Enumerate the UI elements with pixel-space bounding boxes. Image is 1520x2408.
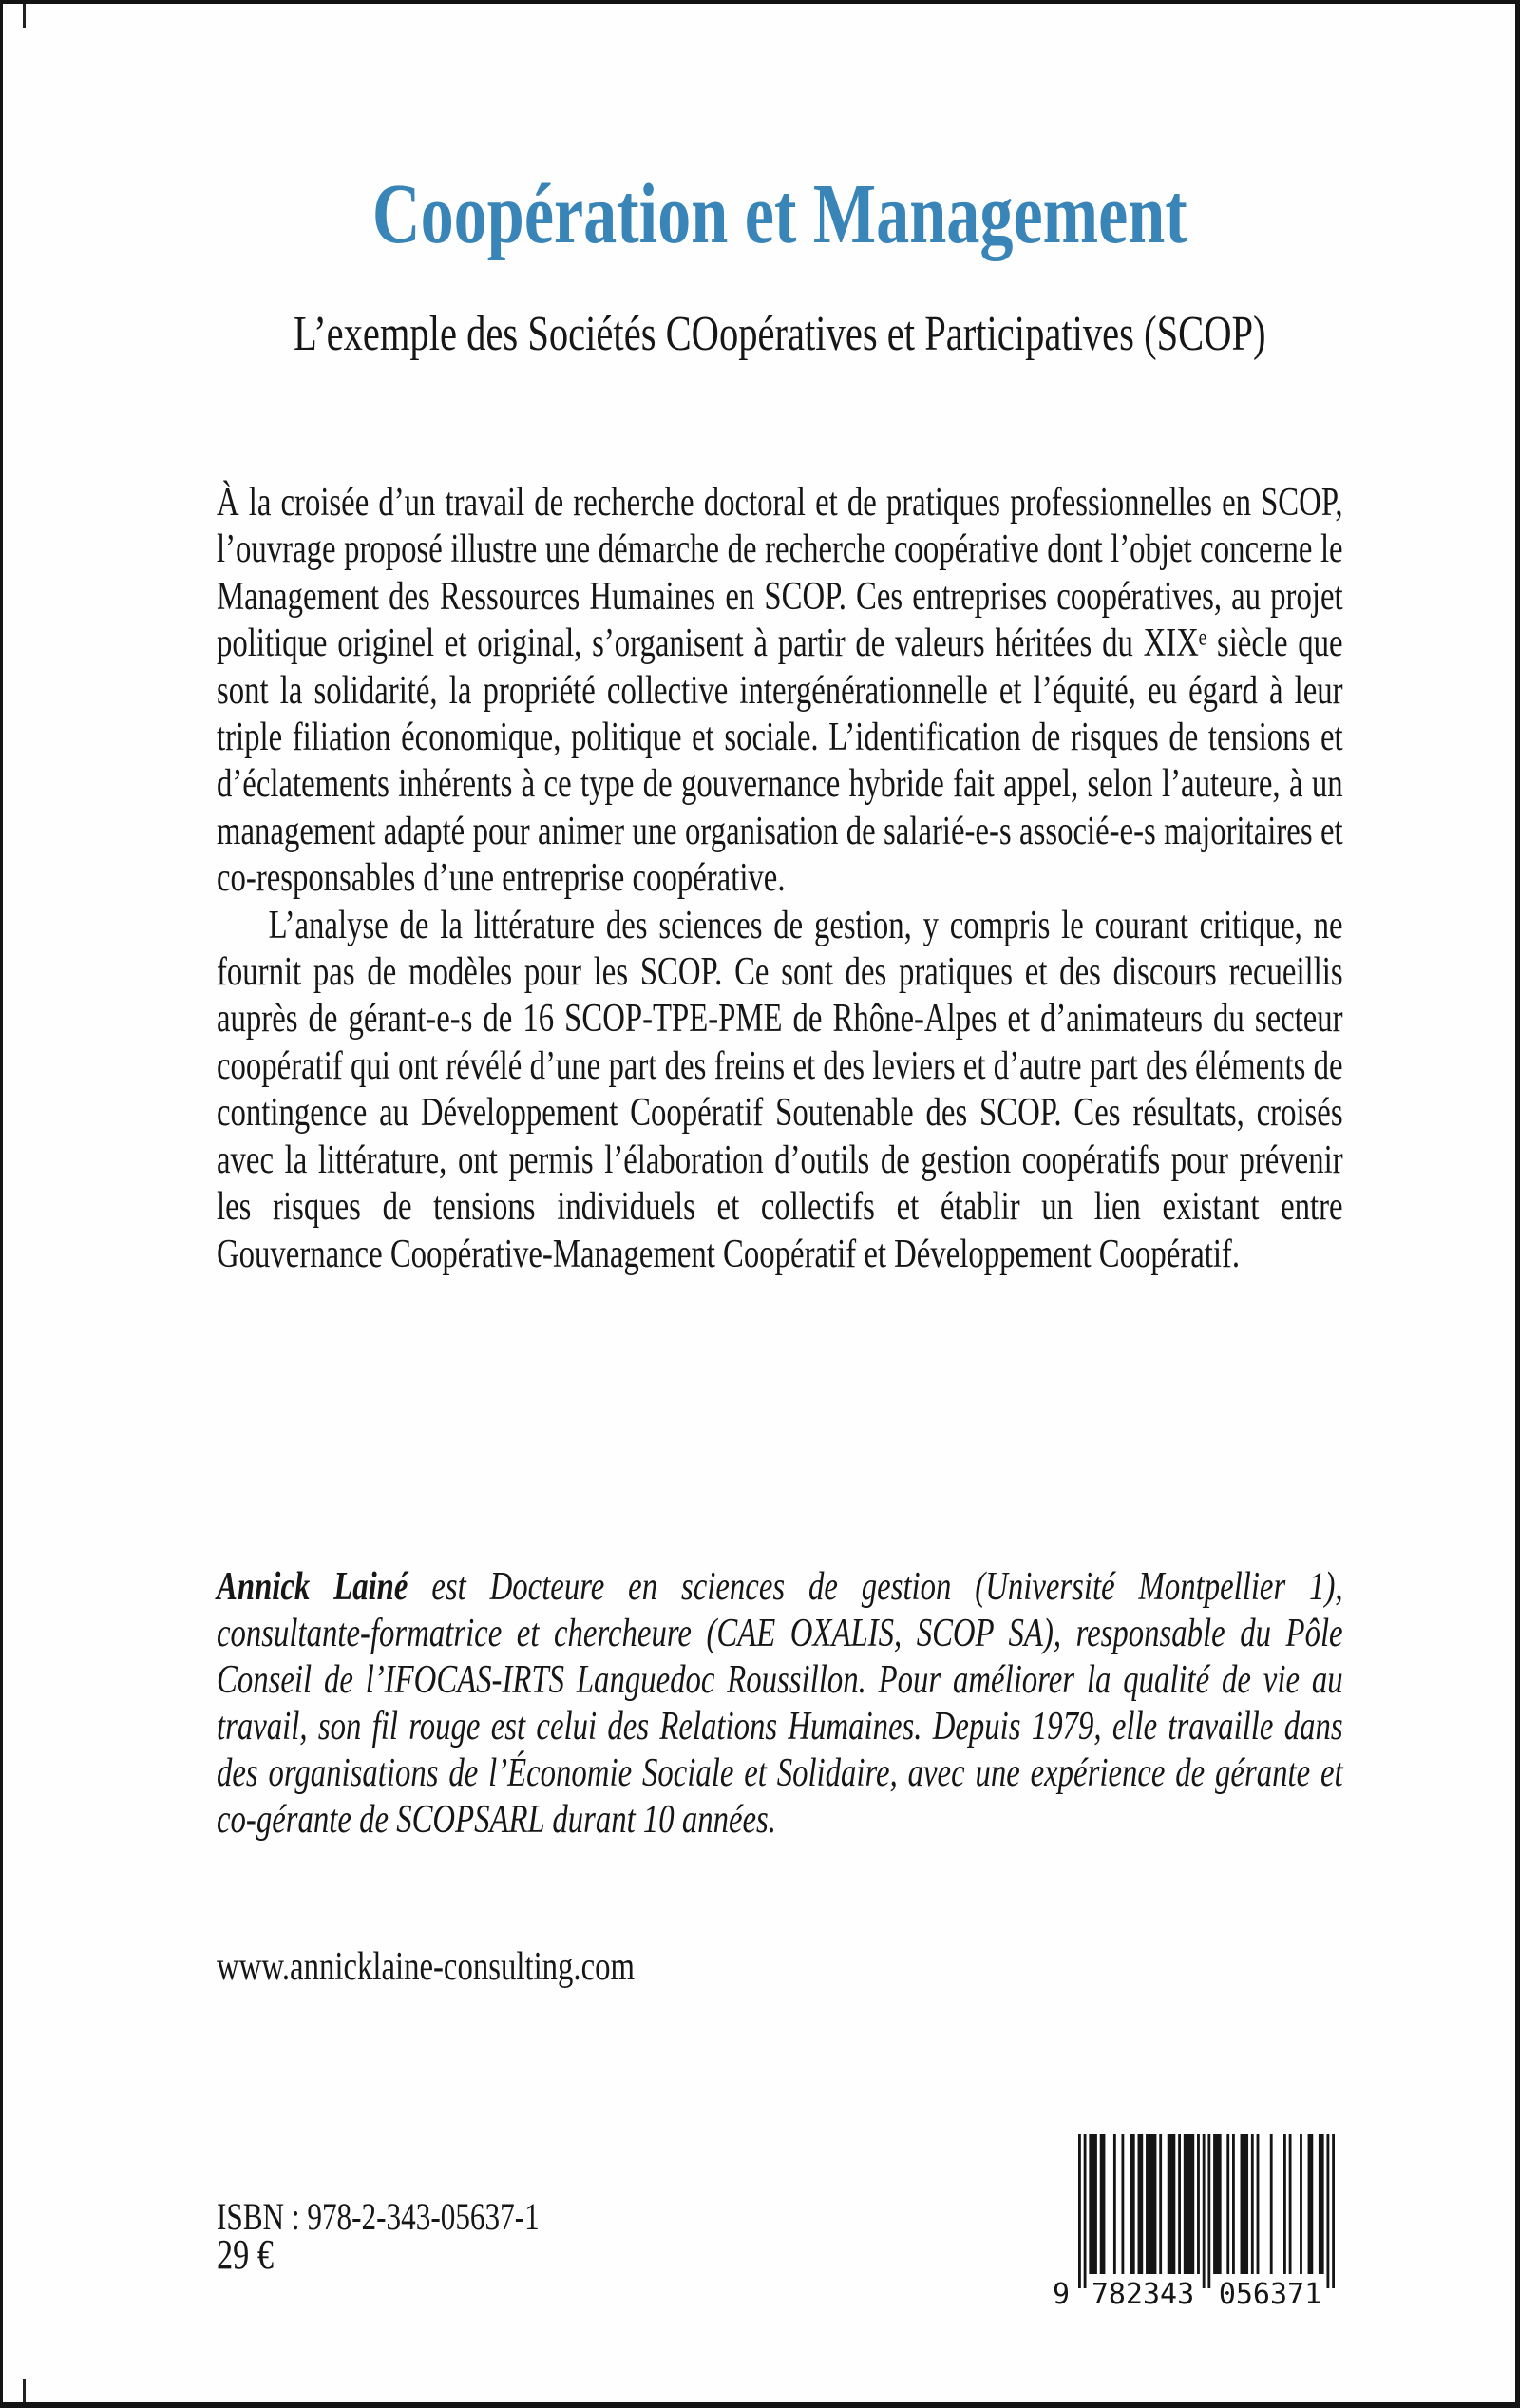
barcode-bars (1048, 2134, 1335, 2305)
summary-paragraph: L’analyse de la littérature des sciences de gestion, y compris le courant critique, ne fournit pas de modèles pour les SCOP. Ce sont des pratiques et des discours recueillis auprès de gérant-e-s de 16 SCOP-TPE-PME de Rhône-Alpes et d’animateurs du secteur coopératif qui ont révélé d’une part des freins et des leviers et d’autre part des éléments de contingence au Développement Coopératif Soutenable des SCOP. Ces résultats, croisés avec la littérature, ont permis l’élaboration d’outils de gestion coopératifs pour prévenir les risques de tensions individuels et collectifs et établir un lien existant entre Gouvernance Coopérative-Management Coopératif et Développement Coopératif. (217, 903, 1343, 1276)
svg-text:056371: 056371 (1218, 2278, 1322, 2305)
cover-text-block (217, 4, 1343, 2402)
author-bio-text: est Docteure en sciences de gestion (Université Montpellier 1), consultante-formatrice et chercheure (CAE OXALIS, SCOP SA), responsable du Pôle Conseil de l’IFOCAS-IRTS Languedoc Roussillon. Pour améliorer la qualité de vie au travail, son fil rouge est celui des Relations Humaines. Depuis 1979, elle travaille dans des organisations de l’Économie Sociale et Solidaire, avec une expérience de gérante et co-gérante de SCOPSARL durant 10 années. (217, 1565, 1343, 1842)
book-title: Coopération et Management (371, 167, 1188, 261)
registration-mark-bottom (23, 2379, 26, 2402)
price-text: 29 € (217, 2231, 275, 2278)
author-name: Annick Lainé (217, 1565, 408, 1609)
registration-mark-top (23, 4, 26, 28)
svg-text:9: 9 (1052, 2278, 1071, 2305)
ean13-barcode (1048, 2134, 1335, 2305)
back-cover-summary (217, 480, 1343, 1278)
svg-text:782343: 782343 (1091, 2278, 1195, 2305)
author-bio-paragraph (217, 1564, 1343, 1844)
book-subtitle: L’exemple des Sociétés COopératives et Participatives (SCOP) (294, 307, 1266, 361)
isbn-text: ISBN : 978-2-343-05637-1 (217, 2195, 540, 2238)
summary-paragraph: À la croisée d’un travail de recherche doctoral et de pratiques professionnelles en SCOP, l’ouvrage proposé illustre une démarche de recherche coopérative dont l’objet concerne le Management des Ressources Humaines en SCOP. Ces entreprises coopératives, au projet politique originel et original, s’organisent à partir de valeurs héritées du XIXᵉ siècle que sont la solidarité, la propriété collective intergénérationnelle et l’équité, eu égard à leur triple filiation économique, politique et sociale. L’identification de risques de tensions et d’éclatements inhérents à ce type de gouvernance hybride fait appel, selon l’auteure, à un management adapté pour animer une organisation de salarié-e-s associé-e-s majoritaires et co-responsables d’une entreprise coopérative. (217, 481, 1343, 901)
author-website: www.annicklaine-consulting.com (217, 1945, 636, 1989)
author-bio (217, 1564, 1343, 1844)
